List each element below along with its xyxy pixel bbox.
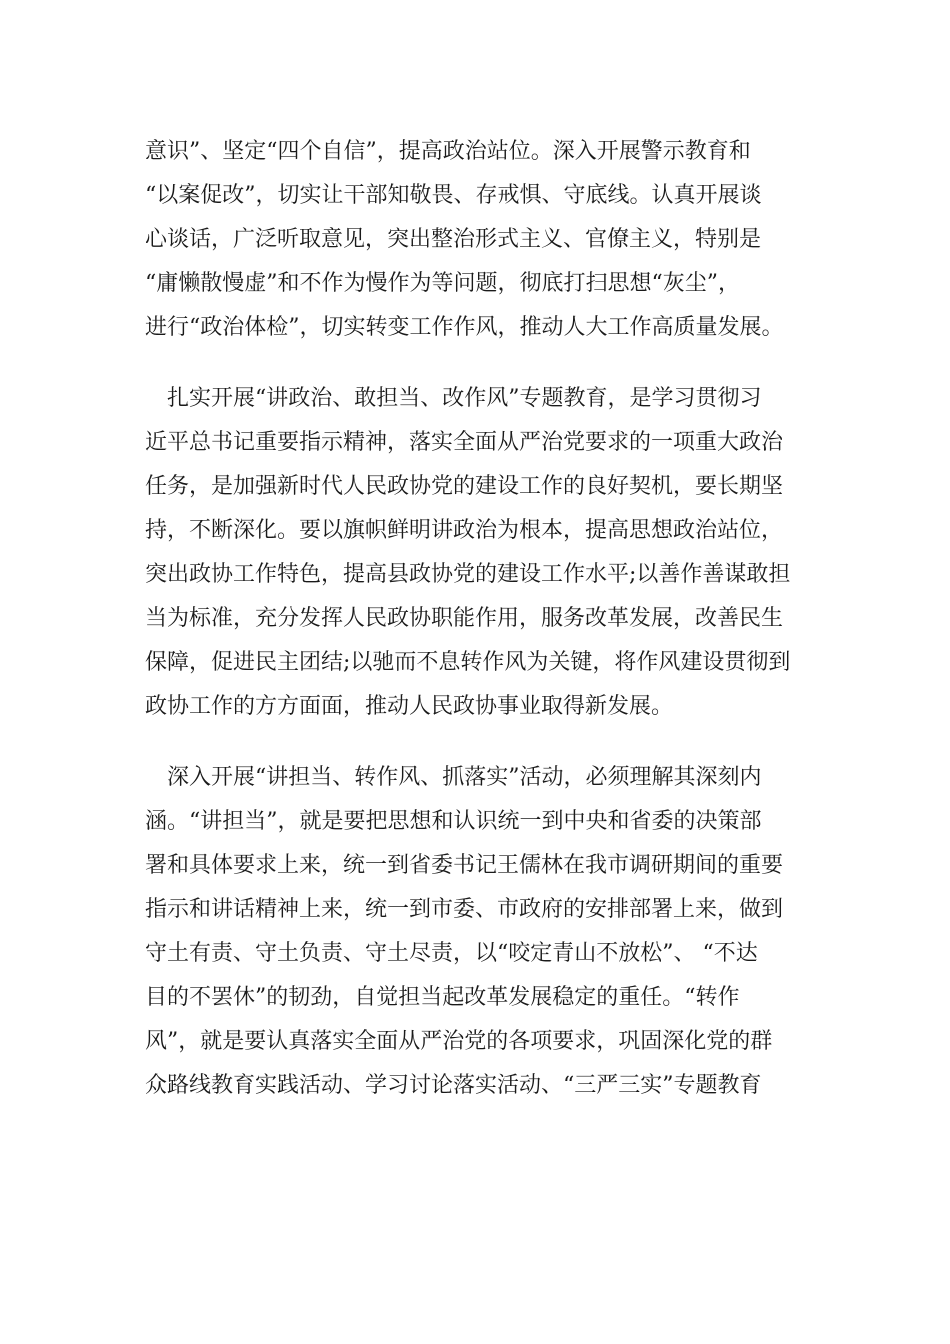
text-line: 意识”、坚定“四个自信”，提高政治站位。深入开展警示教育和	[145, 139, 751, 164]
text-line: 扎实开展“讲政治、敢担当、改作风”专题教育，是学习贯彻习	[145, 386, 762, 411]
paragraph-1	[145, 130, 815, 350]
text-line: 指示和讲话精神上来，统一到市委、市政府的安排部署上来，做到	[145, 897, 784, 922]
text-line: 守土有责、守土负责、守土尽责，以“咬定青山不放松”、 “不达	[145, 941, 758, 966]
text-line: 持，不断深化。要以旗帜鲜明讲政治为根本，提高思想政治站位，	[145, 518, 784, 543]
text-line: 政协工作的方方面面，推动人民政协事业取得新发展。	[145, 694, 674, 719]
document-body	[145, 130, 815, 1108]
text-line: 风”，就是要认真落实全面从严治党的各项要求，巩固深化党的群	[145, 1029, 773, 1054]
paragraph-3	[145, 756, 815, 1108]
text-line: “庸懒散慢虚”和不作为慢作为等问题，彻底打扫思想“灰尘”，	[145, 271, 740, 296]
text-line: 众路线教育实践活动、学习讨论落实活动、“三严三实”专题教育	[145, 1073, 762, 1098]
paragraph-2	[145, 377, 815, 729]
text-line: “以案促改”，切实让干部知敬畏、存戒惧、守底线。认真开展谈	[145, 183, 762, 208]
text-line: 心谈话，广泛听取意见，突出整治形式主义、官僚主义，特别是	[145, 227, 762, 252]
text-line: 保障，促进民主团结;以驰而不息转作风为关键，将作风建设贯彻到	[145, 650, 791, 675]
text-line: 近平总书记重要指示精神，落实全面从严治党要求的一项重大政治	[145, 430, 784, 455]
text-line: 涵。“讲担当”，就是要把思想和认识统一到中央和省委的决策部	[145, 809, 762, 834]
text-line: 署和具体要求上来，统一到省委书记王儒林在我市调研期间的重要	[145, 853, 784, 878]
text-line: 当为标准，充分发挥人民政协职能作用，服务改革发展，改善民生	[145, 606, 784, 631]
text-line: 任务，是加强新时代人民政协党的建设工作的良好契机，要长期坚	[145, 474, 784, 499]
text-line: 深入开展“讲担当、转作风、抓落实”活动，必须理解其深刻内	[145, 765, 762, 790]
text-line: 目的不罢休”的韧劲，自觉担当起改革发展稳定的重任。“转作	[145, 985, 740, 1010]
text-line: 突出政协工作特色，提高县政协党的建设工作水平;以善作善谋敢担	[145, 562, 791, 587]
paragraph-gap	[145, 729, 815, 756]
text-line: 进行“政治体检”，切实转变工作作风，推动人大工作高质量发展。	[145, 315, 784, 340]
paragraph-gap	[145, 350, 815, 377]
